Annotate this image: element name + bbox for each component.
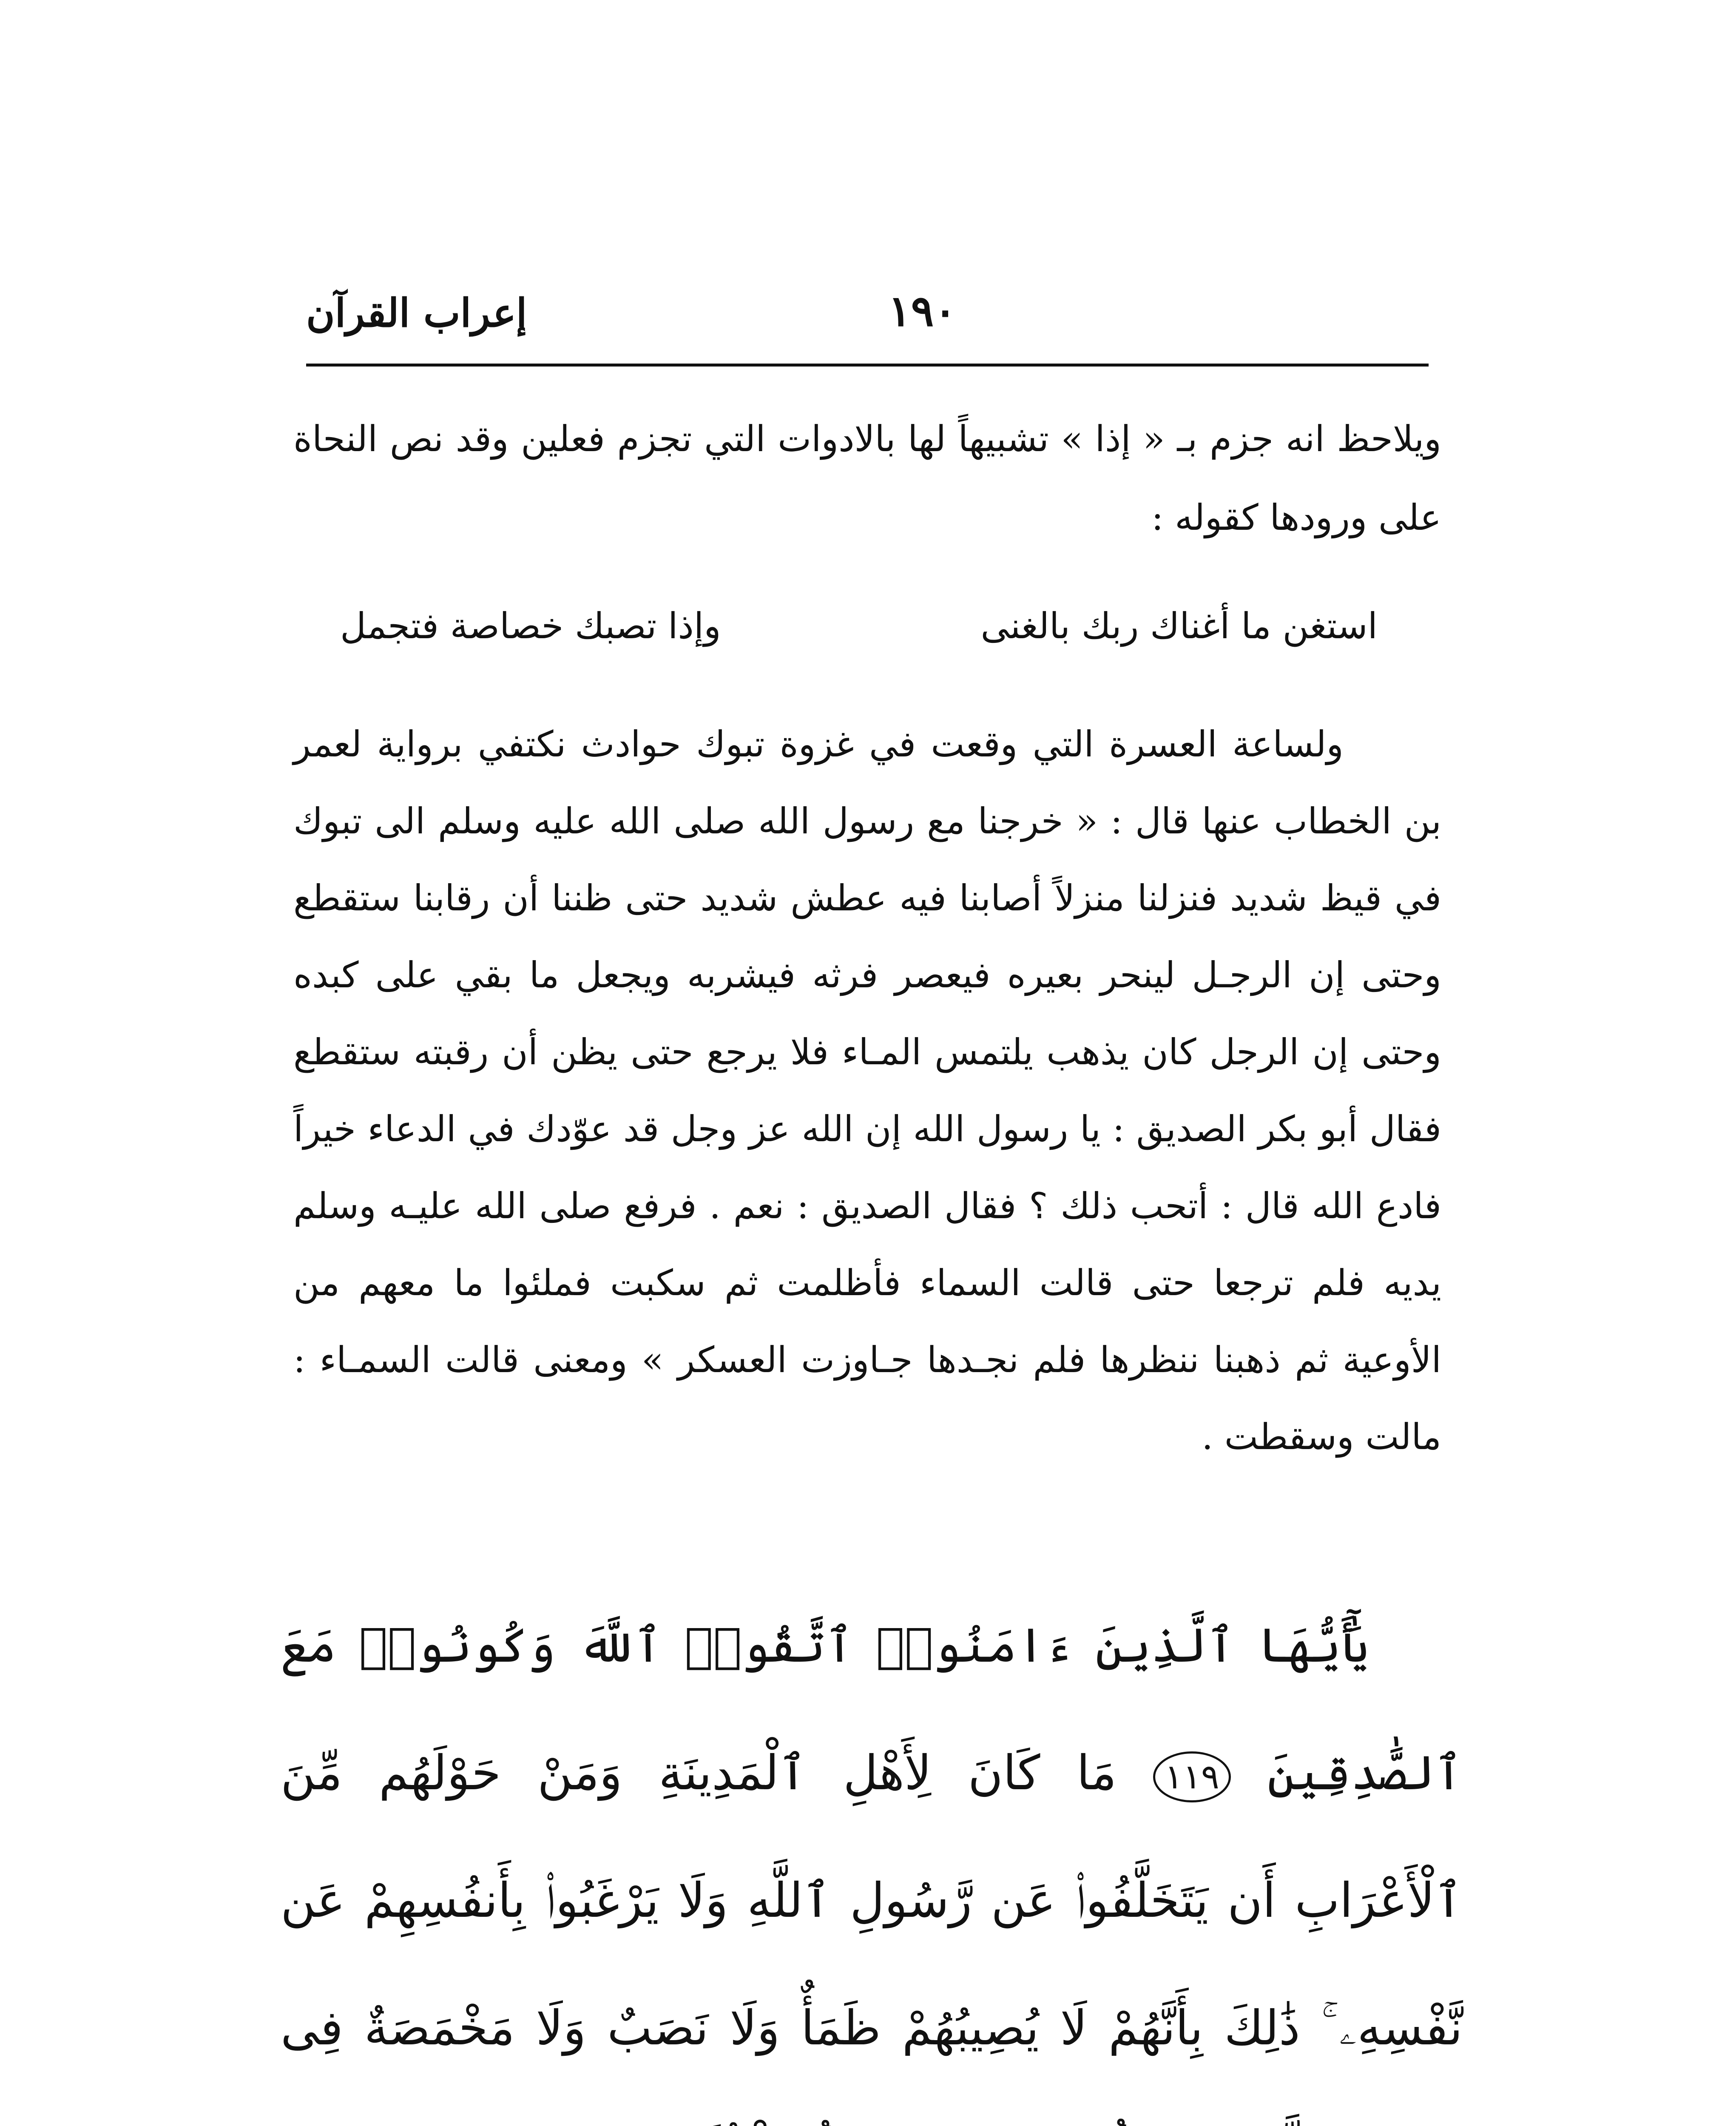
page-number: ١٩٠ xyxy=(888,286,957,336)
page-header xyxy=(306,272,1429,336)
header-rule xyxy=(306,364,1429,367)
paragraph-2-text: ولساعة العسرة التي وقعت في غزوة تبوك حوادث نكتفي برواية لعمر بن الخطاب عنها قال : « خرجنا مع رسول الله صلى الله عليه وسلم الى تبوك في قيظ شديد فنزلنا منزلاً أصابنا فيه عطش شديد حتى ظننا أن رقابنا ستقطع وحتى إن الرجـل لينحر بعيره فيعصر فرثه فيشربه ويجعل ما بقي على كبده وحتى إن الرجل كان يذهب يلتمس المـاء فلا يرجع حتى يظن أن رقبته ستقطع فقال أبو بكر الصديق : يا رسول الله إن الله عز وجل قد عوّدك في الدعاء خيراً فادع الله قال : أتحب ذلك ؟ فقال الصديق : نعم . فرفع صلى الله عليـه وسلم يديه فلم ترجعا حتى قالت السماء فأظلمت ثم سكبت فملئوا ما معهم من الأوعية ثم ذهبنا ننظرها فلم نجـدها جـاوزت العسكر » ومعنى قالت السمـاء : مالت وسقطت . xyxy=(293,723,1441,1458)
paragraph-2 xyxy=(293,706,1441,1475)
quran-part-1: يَٰٓأَيُّهَا ٱلَّذِينَ ءَامَنُوا۟ ٱتَّقُوا۟ ٱللَّهَ وَكُونُوا۟ مَعَ ٱلصَّٰدِقِينَ xyxy=(281,1618,1463,1801)
intro-section xyxy=(293,400,1441,557)
quran-passage xyxy=(281,1582,1463,2126)
ayah-number-marker: ١١٩ xyxy=(1153,1751,1231,1802)
verse-second-hemistich: وإذا تصبك خصاصة فتجمل xyxy=(340,605,721,647)
verse-first-hemistich: استغن ما أغناك ربك بالغنى xyxy=(980,605,1378,647)
quran-part-2: مَا كَانَ لِأَهْلِ ٱلْمَدِينَةِ وَمَنْ حَوْلَهُم مِّنَ ٱلْأَعْرَابِ أَن يَتَخَلَّفُوا۟ عَن رَّسُولِ ٱللَّهِ وَلَا يَرْغَبُوا۟ بِأَنفُسِهِمْ عَن نَّفْسِهِۦ ۚ ذَٰلِكَ بِأَنَّهُمْ لَا يُصِيبُهُمْ ظَمَأٌ وَلَا نَصَبٌ وَلَا مَخْمَصَةٌ فِى xyxy=(281,1745,1463,2056)
paragraph-1: ويلاحظ انه جزم بـ « إذا » تشبيهاً لها بالادوات التي تجزم فعلين وقد نص النحاة على ورودها كقوله : xyxy=(293,418,1441,538)
running-title: إعراب القرآن xyxy=(306,290,527,336)
poetry-verse xyxy=(293,587,1441,665)
